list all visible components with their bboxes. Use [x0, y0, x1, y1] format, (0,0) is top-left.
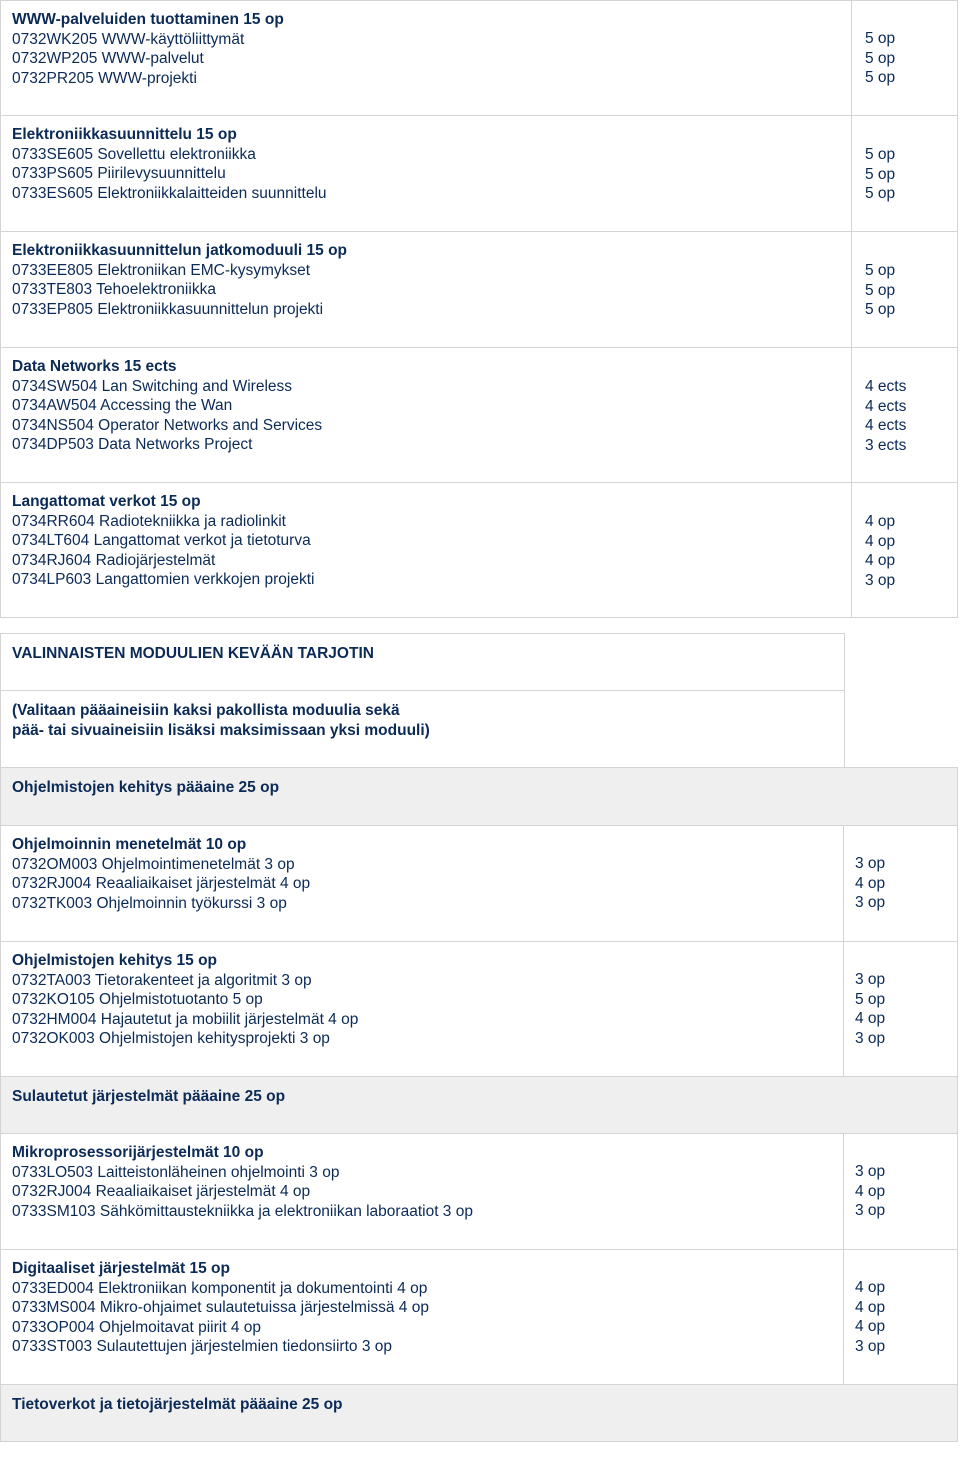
module-block: [0, 482, 958, 618]
module-title: Langattomat verkot 15 op: [12, 493, 201, 510]
credit-value: 3 op: [855, 894, 886, 912]
major-heading-box: [0, 767, 958, 826]
credit-value: 5 op: [865, 185, 896, 203]
module-courses: [12, 1259, 837, 1357]
credit-value: 3 op: [855, 1337, 886, 1355]
module-block: [0, 0, 958, 116]
course-line: 0733ES605 Elektroniikkalaitteiden suunnittelu: [12, 184, 327, 202]
credit-value: 4 ects: [865, 378, 907, 395]
credit-value: 4 op: [855, 1279, 886, 1296]
credit-value: 4 ects: [865, 417, 907, 435]
credit-value: 5 op: [865, 30, 896, 47]
course-line: 0733EE805 Elektroniikan EMC-kysymykset: [12, 261, 311, 279]
course-line: 0733ED004 Elektroniikan komponentit ja dokumentointi 4 op: [12, 1279, 428, 1297]
major-heading: Ohjelmistojen kehitys pääaine 25 op: [12, 779, 280, 796]
module-block: [0, 941, 958, 1077]
module-courses: [12, 1143, 837, 1221]
credit-value: 4 op: [855, 874, 886, 892]
course-line: 0732WP205 WWW-palvelut: [12, 50, 204, 68]
module-block: [0, 1249, 958, 1385]
course-line: 0733SM103 Sähkömittaustekniikka ja elektroniikan laboraatiot 3 op: [12, 1202, 473, 1220]
course-line: 0733LO503 Laitteistonläheinen ohjelmointi 3 op: [12, 1163, 340, 1181]
credit-value: 5 op: [865, 281, 896, 299]
credit-value: 5 op: [865, 146, 896, 163]
course-line: 0734RJ604 Radiojärjestelmät: [12, 551, 216, 569]
credit-value: 5 op: [865, 165, 896, 183]
module-courses: [12, 10, 837, 88]
module-credits: [865, 377, 906, 455]
credit-value: 3 op: [855, 971, 886, 988]
column-divider: [851, 116, 852, 231]
credit-value: 5 op: [855, 990, 886, 1008]
course-line: 0734AW504 Accessing the Wan: [12, 397, 233, 415]
course-line: 0732OK003 Ohjelmistojen kehitysprojekti 3 op: [12, 1030, 330, 1048]
course-line: 0733OP004 Ohjelmoitavat piirit 4 op: [12, 1318, 262, 1336]
offer-note-line: (Valitaan pääaineisiin kaksi pakollista moduulia sekä: [12, 702, 400, 719]
column-divider: [843, 826, 844, 941]
course-line: 0734RR604 Radiotekniikka ja radiolinkit: [12, 512, 286, 530]
module-block: [0, 825, 958, 942]
course-line: 0733TE803 Tehoelektroniikka: [12, 281, 216, 299]
course-line: 0734NS504 Operator Networks and Services: [12, 416, 323, 434]
module-title: Elektroniikkasuunnittelun jatkomoduuli 15 op: [12, 242, 348, 259]
credit-value: 5 op: [865, 69, 896, 87]
credit-value: 3 op: [855, 1202, 886, 1220]
column-divider: [843, 942, 844, 1076]
credit-value: 3 op: [865, 571, 896, 589]
module-title: Data Networks 15 ects: [12, 358, 177, 375]
column-divider: [851, 348, 852, 482]
course-line: 0734LP603 Langattomien verkkojen projekti: [12, 571, 315, 589]
credit-value: 4 ects: [865, 397, 907, 415]
module-block: [0, 347, 958, 483]
course-line: 0732KO105 Ohjelmistotuotanto 5 op: [12, 991, 263, 1009]
column-divider: [851, 232, 852, 347]
module-title: Ohjelmoinnin menetelmät 10 op: [12, 836, 247, 853]
credit-value: 4 op: [865, 532, 896, 550]
module-credits: [855, 854, 885, 913]
module-credits: [855, 1278, 885, 1356]
course-line: 0732TA003 Tietorakenteet ja algoritmit 3 op: [12, 971, 312, 989]
credit-value: 4 op: [855, 1318, 886, 1336]
column-divider: [851, 1, 852, 115]
course-line: 0734DP503 Data Networks Project: [12, 436, 253, 454]
column-divider: [851, 483, 852, 617]
major-heading: Tietoverkot ja tietojärjestelmät pääaine 25 op: [12, 1396, 343, 1413]
credit-value: 5 op: [865, 49, 896, 67]
module-credits: [865, 145, 895, 204]
course-line: 0733ST003 Sulautettujen järjestelmien tiedonsiirto 3 op: [12, 1338, 392, 1356]
course-line: 0733PS605 Piirilevysuunnittelu: [12, 165, 226, 183]
course-line: 0733MS004 Mikro-ohjaimet sulautetuissa järjestelmissä 4 op: [12, 1299, 429, 1317]
module-courses: [12, 951, 837, 1049]
module-credits: [855, 970, 885, 1048]
course-line: 0732TK003 Ohjelmoinnin työkurssi 3 op: [12, 894, 287, 912]
offer-note: [12, 701, 430, 740]
module-title: Digitaaliset järjestelmät 15 op: [12, 1260, 230, 1277]
course-line: 0732WK205 WWW-käyttöliittymät: [12, 30, 245, 48]
course-line: 0732RJ004 Reaaliaikaiset järjestelmät 4 op: [12, 1183, 311, 1201]
module-title: WWW-palveluiden tuottaminen 15 op: [12, 11, 284, 28]
course-line: 0732RJ004 Reaaliaikaiset järjestelmät 4 op: [12, 875, 311, 893]
module-title: Mikroprosessorijärjestelmät 10 op: [12, 1144, 264, 1161]
credit-value: 3 op: [855, 1029, 886, 1047]
module-credits: [865, 261, 895, 320]
course-line: 0732OM003 Ohjelmointimenetelmät 3 op: [12, 855, 295, 873]
module-credits: [865, 29, 895, 88]
credit-value: 4 op: [865, 552, 896, 570]
module-credits: [855, 1162, 885, 1221]
credit-value: 3 op: [855, 855, 886, 872]
course-line: 0734LT604 Langattomat verkot ja tietoturva: [12, 532, 311, 550]
module-courses: [12, 835, 837, 913]
course-line: 0733EP805 Elektroniikkasuunnittelun projekti: [12, 300, 324, 318]
module-credits: [865, 512, 895, 590]
credit-value: 5 op: [865, 262, 896, 279]
module-courses: [12, 492, 837, 590]
module-courses: [12, 241, 837, 319]
offer-note-line: pää- tai sivuaineisiin lisäksi maksimissaan yksi moduuli): [12, 721, 430, 739]
module-title: Ohjelmistojen kehitys 15 op: [12, 952, 218, 969]
course-line: 0732PR205 WWW-projekti: [12, 69, 197, 87]
credit-value: 3 op: [855, 1163, 886, 1180]
credit-value: 3 ects: [865, 436, 907, 454]
course-line: 0732HM004 Hajautetut ja mobiilit järjestelmät 4 op: [12, 1010, 359, 1028]
column-divider: [843, 1250, 844, 1384]
credit-value: 5 op: [865, 301, 896, 319]
module-block: [0, 115, 958, 232]
major-heading: Sulautetut järjestelmät pääaine 25 op: [12, 1088, 286, 1105]
credit-value: 4 op: [855, 1298, 886, 1316]
credit-value: 4 op: [855, 1182, 886, 1200]
major-heading-box: [0, 1076, 958, 1134]
column-divider: [843, 1134, 844, 1249]
offer-heading-box: [0, 633, 845, 691]
credit-value: 4 op: [855, 1010, 886, 1028]
module-courses: [12, 357, 837, 455]
offer-heading: VALINNAISTEN MODUULIEN KEVÄÄN TARJOTIN: [12, 645, 374, 662]
module-block: [0, 1133, 958, 1250]
module-block: [0, 231, 958, 348]
module-courses: [12, 125, 837, 203]
offer-note-box: [0, 690, 845, 768]
credit-value: 4 op: [865, 513, 896, 530]
course-line: 0734SW504 Lan Switching and Wireless: [12, 377, 293, 395]
module-title: Elektroniikkasuunnittelu 15 op: [12, 126, 237, 143]
course-line: 0733SE605 Sovellettu elektroniikka: [12, 145, 256, 163]
major-heading-box: [0, 1384, 958, 1442]
